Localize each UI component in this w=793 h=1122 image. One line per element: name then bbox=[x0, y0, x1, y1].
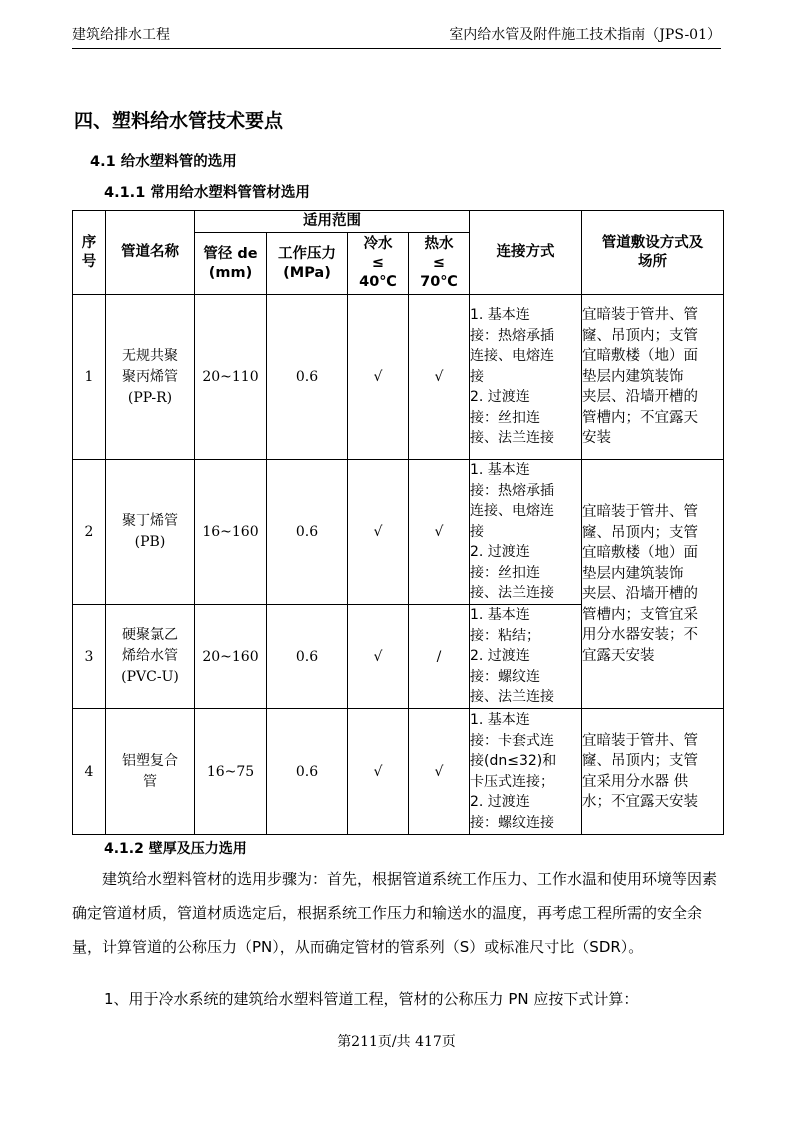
row-hot-check: √ bbox=[409, 460, 470, 605]
table-row bbox=[73, 709, 724, 835]
body-paragraph-1: 建筑给水塑料管材的选用步骤为：首先，根据管道系统工作压力、工作水温和使用环境等因素确定管道材质，管道材质选定后，根据系统工作压力和输送水的温度，再考虑工程所需的安全余量，计算管道的公称压力（PN），从而确定管材的管系列（S）或标准尺寸比（SDR）。 bbox=[72, 870, 718, 956]
table-row bbox=[73, 295, 724, 460]
row-connection: 1. 基本连 接：热熔承插 连接、电熔连 接 2. 过渡连 接：丝扣连 接、法兰连接 bbox=[470, 295, 582, 460]
header-index: 序 号 bbox=[73, 211, 106, 295]
header-hot: 热水 ≤ 70℃ bbox=[409, 233, 470, 295]
header-left-title: 建筑给排水工程 bbox=[72, 27, 170, 43]
header-laying: 管道敷设方式及 场所 bbox=[582, 211, 724, 295]
row-pipe-name: 铝塑复合 管 bbox=[106, 709, 195, 835]
row-connection: 1. 基本连 接：热熔承插 连接、电熔连 接 2. 过渡连 接：丝扣连 接、法兰连接 bbox=[470, 460, 582, 605]
row-index: 4 bbox=[73, 709, 106, 835]
row-diameter: 16~160 bbox=[195, 460, 267, 605]
row-laying-merged: 宜暗装于管井、管 窿、吊顶内；支管 宜暗敷楼（地）面 垫层内建筑装饰 夹层、沿墙开槽的 管槽内；支管宜采 用分水器安装；不 宜露天安装 bbox=[582, 460, 724, 709]
header-right-title: 室内给水管及附件施工技术指南（JPS-01） bbox=[449, 27, 721, 43]
row-cold-check: √ bbox=[348, 605, 409, 709]
row-hot-check: / bbox=[409, 605, 470, 709]
row-index: 2 bbox=[73, 460, 106, 605]
row-pipe-name: 硬聚氯乙 烯给水管 (PVC-U) bbox=[106, 605, 195, 709]
header-pressure: 工作压力 (MPa) bbox=[267, 233, 348, 295]
row-pressure: 0.6 bbox=[267, 709, 348, 835]
header-diameter: 管径 de (mm) bbox=[195, 233, 267, 295]
page-header bbox=[72, 22, 721, 49]
row-cold-check: √ bbox=[348, 709, 409, 835]
subsubsection2-title: 4.1.2 壁厚及压力选用 bbox=[104, 841, 247, 857]
row-connection: 1. 基本连 接：粘结； 2. 过渡连 接：螺纹连 接、法兰连接 bbox=[470, 605, 582, 709]
row-pressure: 0.6 bbox=[267, 605, 348, 709]
pipe-selection-table bbox=[72, 210, 724, 835]
row-diameter: 20~110 bbox=[195, 295, 267, 460]
row-hot-check: √ bbox=[409, 709, 470, 835]
row-pipe-name: 无规共聚 聚丙烯管 (PP-R) bbox=[106, 295, 195, 460]
subsection-title: 4.1 给水塑料管的选用 bbox=[90, 154, 237, 170]
row-cold-check: √ bbox=[348, 295, 409, 460]
header-cold: 冷水 ≤ 40℃ bbox=[348, 233, 409, 295]
row-pressure: 0.6 bbox=[267, 460, 348, 605]
row-diameter: 20~160 bbox=[195, 605, 267, 709]
row-hot-check: √ bbox=[409, 295, 470, 460]
row-laying: 宜暗装于管井、管 窿、吊顶内；支管 宜暗敷楼（地）面 垫层内建筑装饰 夹层、沿墙开槽的 管槽内；不宜露天 安装 bbox=[582, 295, 724, 460]
row-laying: 宜暗装于管井、管 窿、吊顶内；支管 宜采用分水器 供 水；不宜露天安装 bbox=[582, 709, 724, 835]
row-cold-check: √ bbox=[348, 460, 409, 605]
table-row bbox=[73, 460, 724, 605]
row-diameter: 16~75 bbox=[195, 709, 267, 835]
page-number: 第211页/共 417页 bbox=[337, 1034, 456, 1050]
body-paragraph-2: 1、用于冷水系统的建筑给水塑料管道工程，管材的公称压力 PN 应按下式计算： bbox=[104, 990, 639, 1008]
header-name: 管道名称 bbox=[106, 211, 195, 295]
row-pressure: 0.6 bbox=[267, 295, 348, 460]
row-pipe-name: 聚丁烯管 (PB) bbox=[106, 460, 195, 605]
row-index: 3 bbox=[73, 605, 106, 709]
subsubsection-title: 4.1.1 常用给水塑料管管材选用 bbox=[104, 185, 310, 201]
section-title: 四、塑料给水管技术要点 bbox=[74, 110, 284, 132]
header-connection: 连接方式 bbox=[470, 211, 582, 295]
row-index: 1 bbox=[73, 295, 106, 460]
row-connection: 1. 基本连 接：卡套式连 接(dn≤32)和 卡压式连接； 2. 过渡连 接：螺纹连接 bbox=[470, 709, 582, 835]
header-scope: 适用范围 bbox=[195, 211, 470, 233]
